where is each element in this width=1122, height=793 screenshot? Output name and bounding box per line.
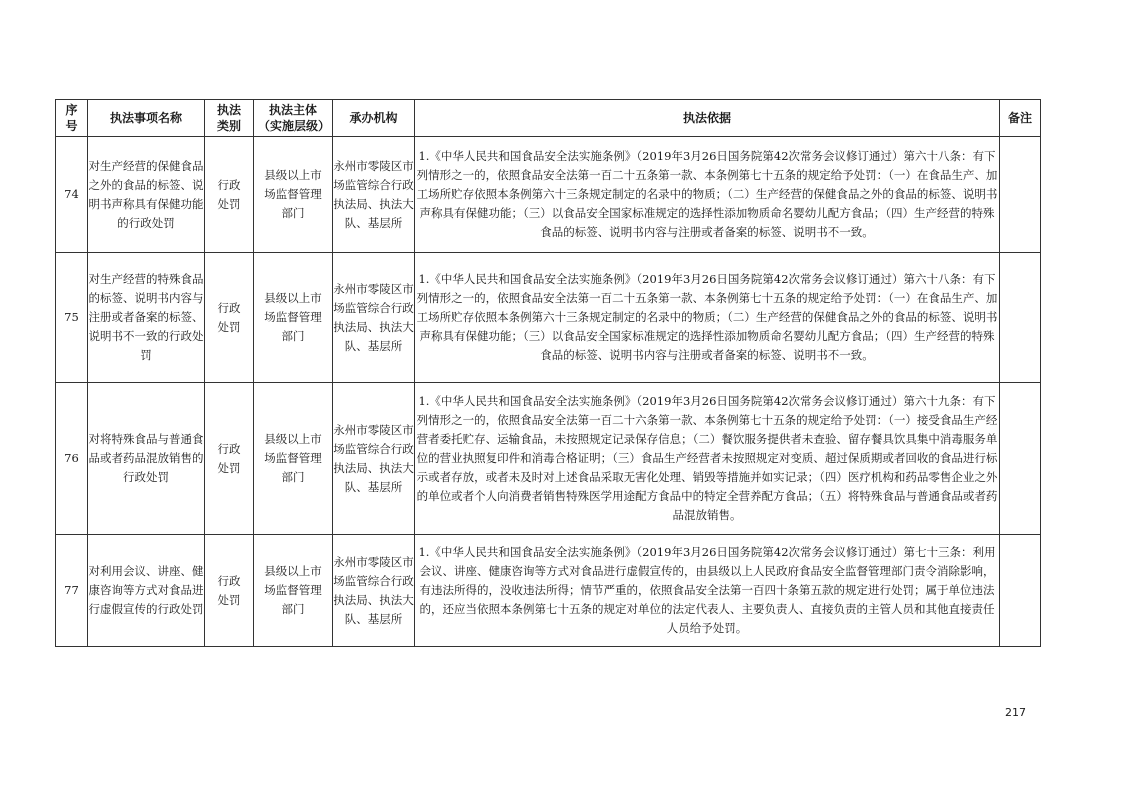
cell-remark xyxy=(1000,253,1041,383)
table-row xyxy=(56,383,1041,535)
cell-basis: 1.《中华人民共和国食品安全法实施条例》（2019年3月26日国务院第42次常务会议修订通过）第六十八条：有下列情形之一的，依照食品安全法第一百二十五条第一款、本条例第七十五条的规定给予处罚：（一）在食品生产、加工场所贮存依照本条例第六十三条规定制定的名录中的物质；（二）生产经营的保健食品之外的食品的标签、说明书声称具有保健功能；（三）以食品安全国家标准规定的选择性添加物质命名婴幼儿配方食品；（四）生产经营的特殊食品的标签、说明书内容与注册或者备案的标签、说明书不一致。 xyxy=(415,253,1000,383)
cell-category: 行政处罚 xyxy=(205,383,254,535)
cell-seq: 76 xyxy=(56,383,88,535)
cell-remark xyxy=(1000,137,1041,253)
cell-name: 对将特殊食品与普通食品或者药品混放销售的行政处罚 xyxy=(88,383,205,535)
page-number: 217 xyxy=(1005,706,1026,719)
cell-org: 永州市零陵区市场监管综合行政执法局、执法大队、基层所 xyxy=(333,535,415,647)
cell-seq: 74 xyxy=(56,137,88,253)
cell-remark xyxy=(1000,383,1041,535)
cell-name: 对生产经营的特殊食品的标签、说明书内容与注册或者备案的标签、说明书不一致的行政处罚 xyxy=(88,253,205,383)
table-row xyxy=(56,137,1041,253)
cell-org: 永州市零陵区市场监管综合行政执法局、执法大队、基层所 xyxy=(333,253,415,383)
cell-category: 行政处罚 xyxy=(205,253,254,383)
cell-subject: 县级以上市场监督管理部门 xyxy=(254,253,333,383)
table-header-row xyxy=(56,100,1041,137)
cell-subject: 县级以上市场监督管理部门 xyxy=(254,383,333,535)
table-row xyxy=(56,253,1041,383)
table-row xyxy=(56,535,1041,647)
cell-remark xyxy=(1000,535,1041,647)
cell-org: 永州市零陵区市场监管综合行政执法局、执法大队、基层所 xyxy=(333,137,415,253)
cell-basis: 1.《中华人民共和国食品安全法实施条例》（2019年3月26日国务院第42次常务会议修订通过）第六十九条：有下列情形之一的，依照食品安全法第一百二十六条第一款、本条例第七十五条的规定给予处罚：（一）接受食品生产经营者委托贮存、运输食品，未按照规定记录保存信息；（二）餐饮服务提供者未查验、留存餐具饮具集中消毒服务单位的营业执照复印件和消毒合格证明；（三）食品生产经营者未按照规定对变质、超过保质期或者回收的食品进行标示或者存放，或者未及时对上述食品采取无害化处理、销毁等措施并如实记录；（四）医疗机构和药品零售企业之外的单位或者个人向消费者销售特殊医学用途配方食品中的特定全营养配方食品；（五）将特殊食品与普通食品或者药品混放销售。 xyxy=(415,383,1000,535)
cell-seq: 77 xyxy=(56,535,88,647)
cell-basis: 1.《中华人民共和国食品安全法实施条例》（2019年3月26日国务院第42次常务会议修订通过）第六十八条：有下列情形之一的，依照食品安全法第一百二十五条第一款、本条例第七十五条的规定给予处罚：（一）在食品生产、加工场所贮存依照本条例第六十三条规定制定的名录中的物质；（二）生产经营的保健食品之外的食品的标签、说明书声称具有保健功能；（三）以食品安全国家标准规定的选择性添加物质命名婴幼儿配方食品；（四）生产经营的特殊食品的标签、说明书内容与注册或者备案的标签、说明书不一致。 xyxy=(415,137,1000,253)
header-remark: 备注 xyxy=(1000,100,1041,137)
header-name: 执法事项名称 xyxy=(88,100,205,137)
header-org: 承办机构 xyxy=(333,100,415,137)
cell-category: 行政处罚 xyxy=(205,535,254,647)
cell-seq: 75 xyxy=(56,253,88,383)
header-subject: 执法主体（实施层级） xyxy=(254,100,333,137)
cell-basis: 1.《中华人民共和国食品安全法实施条例》（2019年3月26日国务院第42次常务会议修订通过）第七十三条：利用会议、讲座、健康咨询等方式对食品进行虚假宣传的，由县级以上人民政府食品安全监督管理部门责令消除影响，有违法所得的，没收违法所得；情节严重的，依照食品安全法第一百四十条第五款的规定进行处罚；属于单位违法的，还应当依照本条例第七十五条的规定对单位的法定代表人、主要负责人、直接负责的主管人员和其他直接责任人员给予处罚。 xyxy=(415,535,1000,647)
header-basis: 执法依据 xyxy=(415,100,1000,137)
cell-category: 行政处罚 xyxy=(205,137,254,253)
cell-subject: 县级以上市场监督管理部门 xyxy=(254,535,333,647)
cell-name: 对利用会议、讲座、健康咨询等方式对食品进行虚假宣传的行政处罚 xyxy=(88,535,205,647)
cell-org: 永州市零陵区市场监管综合行政执法局、执法大队、基层所 xyxy=(333,383,415,535)
header-category: 执法类别 xyxy=(205,100,254,137)
enforcement-table xyxy=(55,99,1041,647)
cell-name: 对生产经营的保健食品之外的食品的标签、说明书声称具有保健功能的行政处罚 xyxy=(88,137,205,253)
header-seq: 序号 xyxy=(56,100,88,137)
cell-subject: 县级以上市场监督管理部门 xyxy=(254,137,333,253)
